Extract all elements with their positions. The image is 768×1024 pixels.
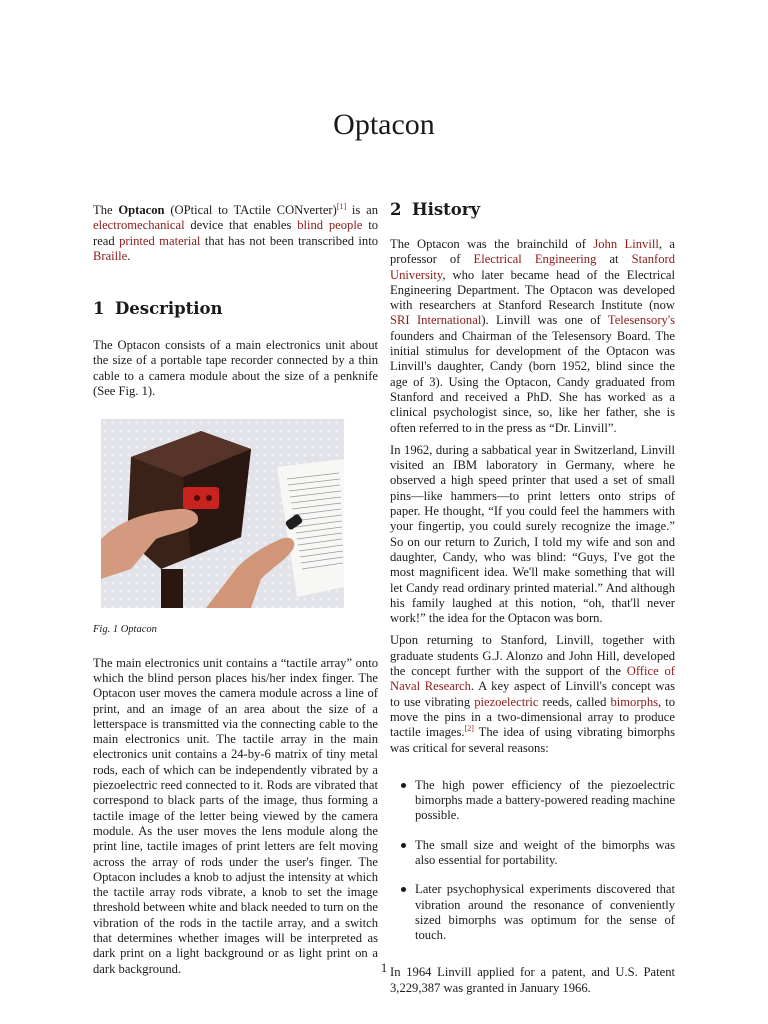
- optacon-bold: Optacon: [118, 203, 165, 217]
- history-paragraph-1: The Optacon was the brainchild of John Linvill, a professor of Electrical Engineering at Stanford University, who later became head of the Electrical Engineering Department. The Optacon was developed with researchers at Stanford Research Institute (now SRI International). Linvill was one of Telesensory's founders and Chairman of the Telesensory Board. The initial stimulus for development of the Optacon was Linvill's daughter, Candy (born 1952, blind since the age of 3). Using the Optacon, Candy graduated from Stanford and received a PhD. She has worked as a clinical psychologist since, so, like her father, she is often referred to in the press as “Dr. Linvill”.: [390, 237, 676, 435]
- link-john-linvill[interactable]: John Linvill: [593, 237, 659, 251]
- link-telesensory[interactable]: Telesensory's: [607, 313, 676, 328]
- ref-link-2[interactable]: [2]: [464, 724, 474, 734]
- link-braille[interactable]: Braille: [93, 248, 128, 263]
- list-item: The small size and weight of the bimorphs was also essential for portability.: [390, 838, 675, 869]
- bullet-icon: [401, 887, 406, 892]
- link-piezoelectric[interactable]: piezoelectric: [474, 694, 539, 709]
- figure-caption: Fig. 1 Optacon: [93, 624, 157, 636]
- link-sri-international[interactable]: SRI International: [390, 313, 482, 328]
- left-column: [93, 200, 378, 977]
- bullet-icon: [401, 843, 406, 848]
- history-paragraph-2: In 1962, during a sabbatical year in Switzerland, Linvill visited an IBM laboratory in Germany, where he observed a high speed printer that used a set of small pins—like hammers—to print letters onto strips of paper. He thought, “If you could feel the hammers with your fingertip, you could surely recognize the image.” So on our return to Zurich, I told my wife and son and daughter, Candy, who was blind: “Guys, I've got the most magnificent idea. We'll make something that will let Candy read ordinary printed material.” And although his family laughed at this notion, “oh, that'll never work!” the idea for the Optacon was born.: [390, 442, 675, 626]
- ref-link-1[interactable]: [1]: [336, 201, 347, 211]
- optacon-photo-illustration: [101, 419, 344, 608]
- description-paragraph-2: The main electronics unit contains a “tactile array” onto which the blind person places his/her index finger. The Optacon user moves the camera module across a line of print, and an image of an area about the size of a letterspace is transmitted via the connecting cable to the main electronics unit. The tactile array in the main electronics unit contains a 24-by-6 matrix of tiny metal rods, each of which can be independently vibrated by a piezoelectric reed connected to it. Rods are vibrated that correspond to black parts of the image, thus forming a tactile image of the letter being viewed by the camera module. As the user moves the lens module along the print line, tactile images of print letters are felt moving across the array of rods under the user's finger. The Optacon includes a knob to adjust the intensity at which the tactile array rods vibrate, a knob to set the image threshold between white and black needed to turn on the vibration of the rods in the tactile array, and a switch that determines whether images will be interpreted as dark print on a light background or as light print on a dark background.: [93, 655, 378, 976]
- link-blind-people[interactable]: blind people: [297, 218, 363, 233]
- optacon-photo: [101, 419, 344, 608]
- description-heading: 1 Description: [93, 299, 223, 319]
- link-bimorphs[interactable]: bimorphs: [610, 694, 659, 709]
- link-electrical-engineering[interactable]: Electrical Engineering: [473, 252, 597, 267]
- reasons-list: [390, 778, 675, 944]
- list-item: Later psychophysical experiments discovered that vibration around the resonance of conveniently sized bimorphs was optimum for the sense of touch.: [390, 882, 675, 943]
- right-column: [390, 200, 675, 996]
- history-heading: 2 History: [390, 200, 481, 219]
- link-office-of-naval-research[interactable]: Office of Naval Research: [390, 664, 675, 694]
- link-electromechanical[interactable]: electromechanical: [93, 218, 185, 233]
- link-stanford-university[interactable]: Stanford University: [390, 252, 676, 282]
- history-paragraph-4: In 1964 Linvill applied for a patent, and U.S. Patent 3,229,387 was granted in January 1966.: [390, 965, 675, 995]
- description-paragraph-1: The Optacon consists of a main electronics unit about the size of a portable tape recorder connected by a thin cable to a camera module about the size of a penknife (See Fig. 1).: [93, 338, 378, 399]
- link-printed-material[interactable]: printed material: [119, 233, 201, 248]
- bullet-icon: [401, 783, 406, 788]
- list-item: The high power efficiency of the piezoelectric bimorphs made a battery-powered reading machine possible.: [390, 778, 675, 824]
- intro-paragraph: The Optacon (OPtical to TActile CONverter)[1] is an electromechanical device that enables blind people to read printed material that has not been transcribed into Braille.: [93, 201, 379, 263]
- history-paragraph-3: Upon returning to Stanford, Linvill, together with graduate students G.J. Alonzo and John Hill, developed the concept further with the support of the Office of Naval Research. A key aspect of Linvill's concept was to use vibrating piezoelectric reeds, called bimorphs, to move the pins in a two-dimensional array to produce tactile images.[2] The idea of using vibrating bimorphs was critical for several reasons:: [390, 633, 676, 755]
- page-title: Optacon: [333, 108, 435, 141]
- page-number: 1: [380, 961, 388, 975]
